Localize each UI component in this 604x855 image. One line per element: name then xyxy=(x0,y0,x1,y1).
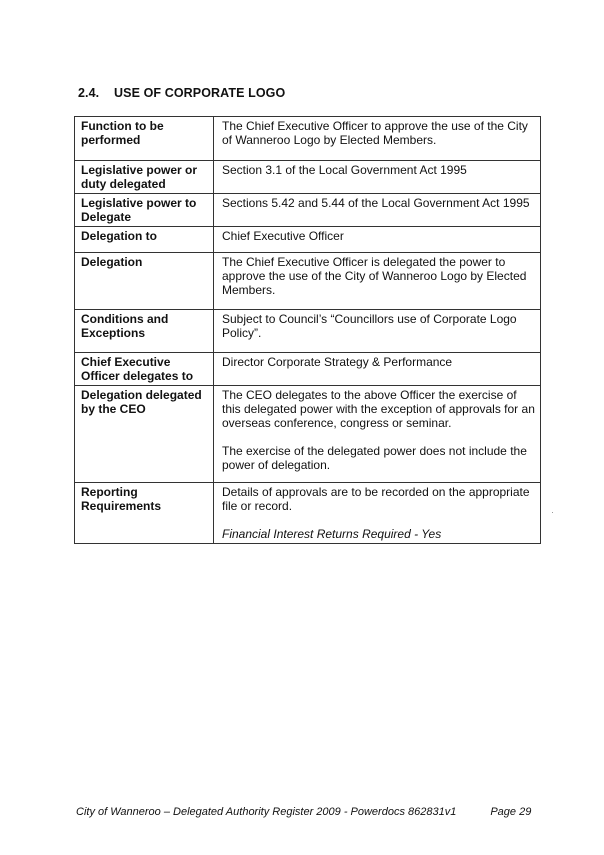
row-label: Reporting Requirements xyxy=(75,483,214,544)
footer-text: City of Wanneroo – Delegated Authority Register 2009 - Powerdocs 862831v1 xyxy=(76,806,457,818)
table-row xyxy=(75,194,541,227)
row-value: Details of approvals are to be recorded on the appropriate file or record. xyxy=(222,485,530,513)
table-row xyxy=(75,161,541,194)
section-number: 2.4. xyxy=(78,86,100,100)
table-row xyxy=(75,483,541,544)
row-label: Delegation xyxy=(75,253,214,310)
row-value: Chief Executive Officer xyxy=(214,227,541,253)
row-value-secondary: The exercise of the delegated power does not include the power of delegation. xyxy=(222,444,527,472)
table-row xyxy=(75,253,541,310)
row-label: Legislative power or duty delegated xyxy=(75,161,214,194)
row-label: Delegation to xyxy=(75,227,214,253)
table-row xyxy=(75,386,541,483)
row-value: Section 3.1 of the Local Government Act 1995 xyxy=(214,161,541,194)
row-label: Chief Executive Officer delegates to xyxy=(75,353,214,386)
row-label: Conditions and Exceptions xyxy=(75,310,214,353)
table-row xyxy=(75,117,541,161)
row-value-cell xyxy=(214,386,541,483)
page-footer xyxy=(76,806,531,818)
section-heading xyxy=(78,86,285,100)
row-value: The Chief Executive Officer to approve the use of the City of Wanneroo Logo by Elected Members. xyxy=(214,117,541,161)
page-number: Page 29 xyxy=(490,806,532,818)
row-value: Director Corporate Strategy & Performance xyxy=(214,353,541,386)
row-label: Function to be performed xyxy=(75,117,214,161)
row-label: Legislative power to Delegate xyxy=(75,194,214,227)
row-label: Delegation delegated by the CEO xyxy=(75,386,214,483)
table-row xyxy=(75,353,541,386)
table-row xyxy=(75,310,541,353)
row-value: The CEO delegates to the above Officer the exercise of this delegated power with the exception of approvals for an overseas conference, congress or seminar. xyxy=(222,388,535,430)
delegation-table xyxy=(74,116,541,544)
row-value: The Chief Executive Officer is delegated the power to approve the use of the City of Wanneroo Logo by Elected Members. xyxy=(214,253,541,310)
row-value: Subject to Council’s “Councillors use of Corporate Logo Policy”. xyxy=(214,310,541,353)
margin-mark xyxy=(552,512,553,513)
row-value-cell xyxy=(214,483,541,544)
section-title: USE OF CORPORATE LOGO xyxy=(114,86,286,100)
row-value-secondary: Financial Interest Returns Required - Yes xyxy=(222,527,442,541)
row-value: Sections 5.42 and 5.44 of the Local Government Act 1995 xyxy=(214,194,541,227)
table-row xyxy=(75,227,541,253)
